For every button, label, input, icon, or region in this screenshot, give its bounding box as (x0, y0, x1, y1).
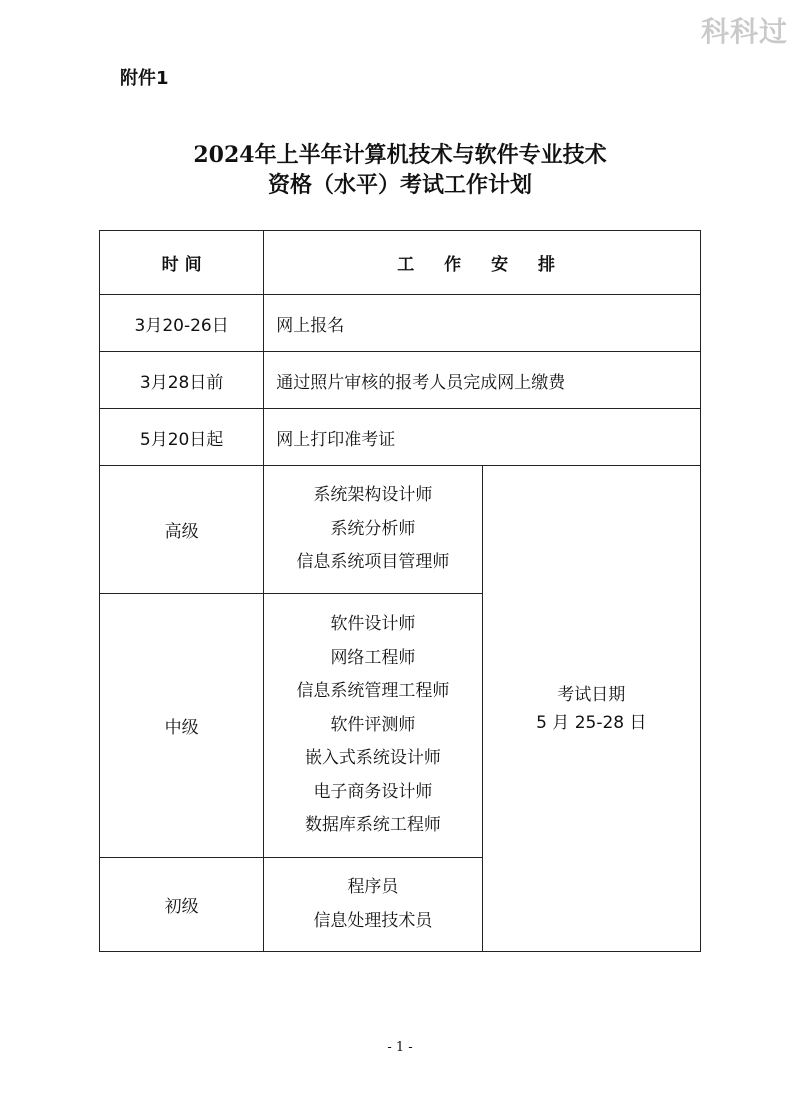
header-time: 时 间 (100, 231, 264, 295)
level-name: 高级 (100, 466, 264, 594)
exam-item: 系统架构设计师 (313, 485, 433, 506)
title-line-2: 资格（水平）考试工作计划 (267, 172, 532, 198)
page-number: - 1 - (387, 1040, 413, 1055)
exam-date-label: 考试日期 (557, 684, 626, 705)
title-line-1: 2024年上半年计算机技术与软件专业技术 (193, 142, 607, 168)
exam-item: 电子商务设计师 (313, 781, 433, 802)
exam-item: 网络工程师 (330, 647, 416, 668)
exam-item: 信息系统管理工程师 (296, 681, 450, 702)
task-cell: 网上报名 (264, 295, 701, 352)
table-row (100, 352, 701, 409)
level-name: 初级 (100, 858, 264, 952)
exam-item: 嵌入式系统设计师 (304, 748, 441, 769)
work-plan-table (99, 230, 701, 952)
exam-item: 信息处理技术员 (313, 910, 433, 931)
exam-date-value: 5 月 25-28 日 (536, 712, 647, 733)
exam-list (264, 594, 482, 858)
exam-list (264, 858, 482, 952)
time-cell: 5月20日起 (100, 409, 264, 466)
exam-item: 软件设计师 (330, 614, 416, 635)
exam-item: 程序员 (347, 877, 399, 897)
exam-item: 系统分析师 (330, 518, 416, 539)
table-row (100, 295, 701, 352)
table-header-row (100, 231, 701, 295)
task-cell: 网上打印准考证 (264, 409, 701, 466)
level-row-high (100, 466, 701, 594)
time-cell: 3月20-26日 (100, 295, 264, 352)
watermark: 科科过 (700, 15, 788, 48)
exam-item: 软件评测师 (330, 714, 416, 735)
header-arrangement: 工 作 安 排 (264, 231, 701, 295)
time-cell: 3月28日前 (100, 352, 264, 409)
attachment-label: 附件1 (120, 68, 169, 89)
exam-item: 数据库系统工程师 (304, 815, 441, 836)
level-name: 中级 (100, 594, 264, 858)
exam-date-cell (482, 466, 700, 952)
task-cell: 通过照片审核的报考人员完成网上缴费 (264, 352, 701, 409)
exam-item: 信息系统项目管理师 (296, 552, 450, 573)
exam-list (264, 466, 482, 594)
document-title (0, 140, 800, 200)
table-row (100, 409, 701, 466)
